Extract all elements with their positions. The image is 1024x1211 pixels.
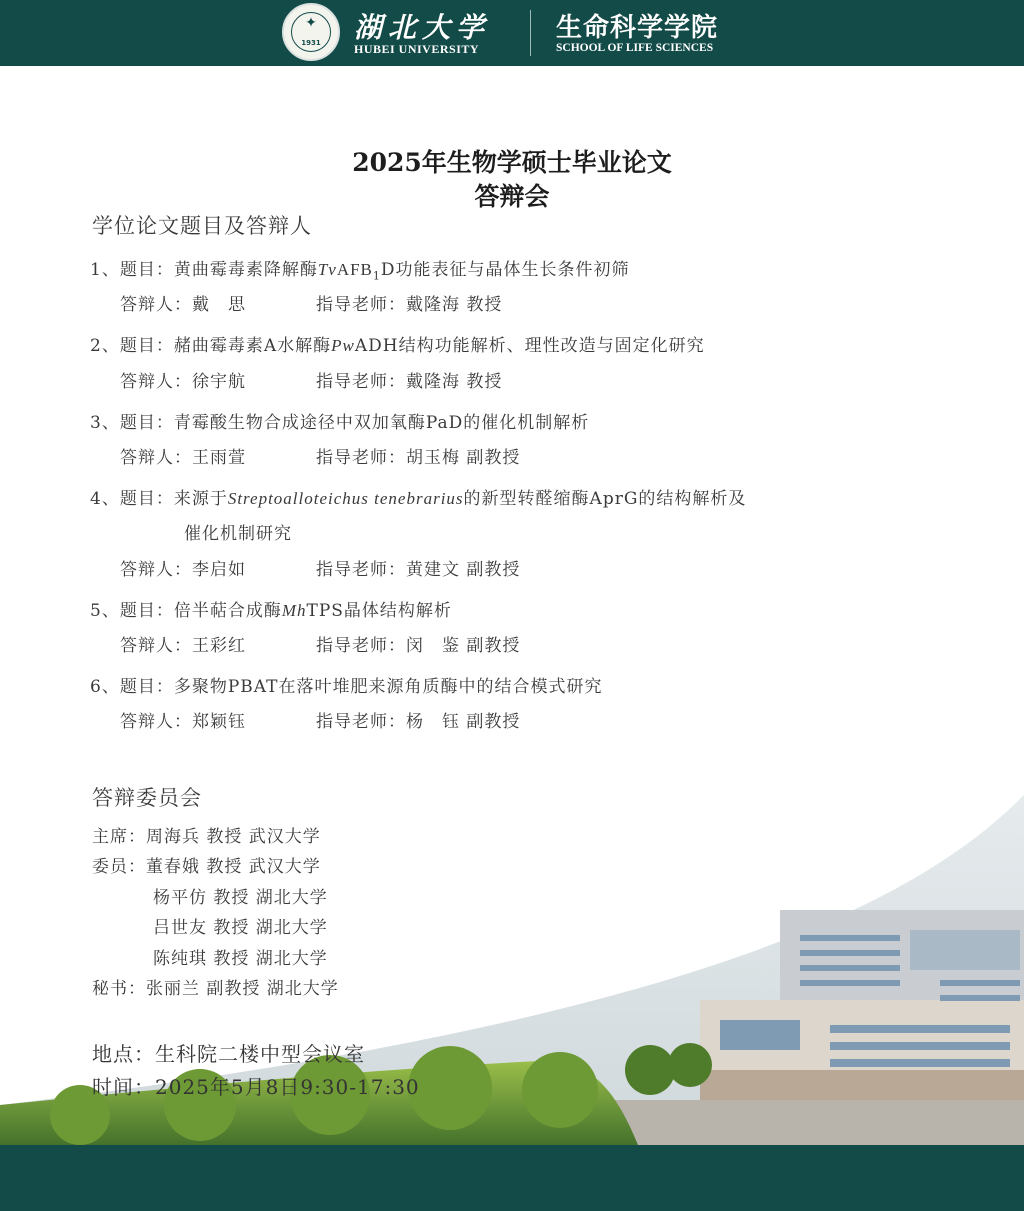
committee-member: 陈纯琪 教授 湖北大学	[153, 949, 328, 969]
thesis-3-title	[90, 408, 589, 433]
thesis-6-title	[90, 672, 602, 697]
student-name: 王彩红	[192, 636, 246, 656]
header-banner	[0, 0, 1024, 66]
place-label: 地点：	[92, 1042, 155, 1066]
committee-member: 吕世友 教授 湖北大学	[153, 918, 328, 938]
thesis-number: 3、	[90, 413, 120, 433]
title-text: ADH结构功能解析、理性改造与固定化研究	[354, 336, 705, 356]
chair-label: 主席：	[92, 827, 146, 847]
thesis-3-people	[120, 443, 720, 468]
student-label: 答辩人：	[120, 712, 192, 732]
committee-secretary	[92, 974, 339, 999]
secretary-label: 秘书：	[92, 979, 146, 999]
title-text: 来源于	[173, 489, 228, 509]
committee-member: 杨平仿 教授 湖北大学	[153, 888, 328, 908]
chair-name: 周海兵 教授 武汉大学	[146, 827, 321, 847]
venue-time	[92, 1071, 420, 1100]
title-label: 题目：	[119, 260, 174, 280]
title-label: 题目：	[119, 601, 174, 621]
advisor-label: 指导老师：	[316, 448, 406, 468]
advisor-label: 指导老师：	[316, 636, 406, 656]
student-label: 答辩人：	[120, 448, 192, 468]
title-text: 黄曲霉毒素降解酶	[173, 260, 318, 280]
thesis-6-people	[120, 707, 720, 732]
advisor-name: 戴隆海 教授	[406, 372, 503, 392]
title-text: 青霉酸生物合成途径中双加氧酶PaD的催化机制解析	[173, 413, 590, 433]
title-label: 题目：	[119, 413, 174, 433]
student-name: 戴 思	[192, 295, 246, 315]
university-name-cn: 湖北大学	[354, 11, 491, 44]
advisor-label: 指导老师：	[316, 560, 406, 580]
thesis-5-title	[90, 596, 452, 621]
title-text: 的新型转醛缩酶AprG的结构解析及	[463, 489, 747, 509]
student-label: 答辩人：	[120, 560, 192, 580]
advisor-name: 胡玉梅 副教授	[406, 448, 521, 468]
time-label: 时间：	[92, 1075, 155, 1099]
advisor-name: 戴隆海 教授	[406, 295, 503, 315]
title-italic: Tv	[317, 260, 337, 279]
committee-chair	[92, 822, 321, 847]
thesis-4-title-line2: 催化机制研究	[184, 524, 292, 544]
student-label: 答辩人：	[120, 372, 192, 392]
advisor-label: 指导老师：	[316, 712, 406, 732]
seal-year: 1931	[301, 39, 321, 47]
thesis-1-people	[120, 290, 720, 315]
footer-banner	[0, 1145, 1024, 1211]
title-text: AFB	[336, 260, 373, 279]
title-label: 题目：	[119, 489, 174, 509]
page-title: 2025年生物学硕士毕业论文	[352, 148, 672, 177]
thesis-number: 2、	[90, 336, 120, 356]
advisor-label: 指导老师：	[316, 372, 406, 392]
thesis-number: 1、	[90, 260, 120, 280]
title-label: 题目：	[119, 677, 174, 697]
seal-emblem-icon: ✦	[305, 15, 317, 31]
advisor-name: 黄建文 副教授	[406, 560, 521, 580]
student-label: 答辩人：	[120, 295, 192, 315]
title-subscript: 1	[372, 269, 381, 283]
title-italic: Pw	[331, 336, 355, 355]
title-text: 赭曲霉毒素A水解酶	[173, 336, 332, 356]
committee-member: 董春娥 教授 武汉大学	[146, 857, 321, 877]
student-label: 答辩人：	[120, 636, 192, 656]
title-label: 题目：	[119, 336, 174, 356]
place-value: 生科院二楼中型会议室	[155, 1042, 365, 1066]
student-name: 李启如	[192, 560, 246, 580]
advisor-label: 指导老师：	[316, 295, 406, 315]
student-name: 郑颖钰	[192, 712, 246, 732]
student-name: 王雨萱	[192, 448, 246, 468]
venue-place	[92, 1038, 365, 1067]
title-text: 多聚物PBAT在落叶堆肥来源角质酶中的结合模式研究	[173, 677, 603, 697]
thesis-2-people	[120, 367, 720, 392]
committee-heading: 答辩委员会	[92, 786, 202, 810]
thesis-number: 6、	[90, 677, 120, 697]
advisor-name: 闵 鉴 副教授	[406, 636, 521, 656]
school-name-cn: 生命科学学院	[556, 13, 719, 43]
thesis-number: 5、	[90, 601, 120, 621]
university-seal-logo	[282, 3, 340, 61]
header-divider	[530, 10, 531, 56]
advisor-name: 杨 钰 副教授	[406, 712, 521, 732]
thesis-1-title	[90, 255, 630, 282]
university-name-en: HUBEI UNIVERSITY	[354, 42, 480, 56]
title-text: 倍半萜合成酶	[173, 601, 282, 621]
committee-member-row	[92, 852, 321, 877]
school-name-en: SCHOOL OF LIFE SCIENCES	[556, 42, 714, 54]
thesis-2-title	[90, 331, 705, 356]
title-italic: Streptoalloteichus tenebrarius	[227, 489, 464, 508]
page-subtitle: 答辩会	[474, 182, 550, 211]
title-text: TPS晶体结构解析	[306, 601, 452, 621]
title-italic: Mh	[281, 601, 307, 620]
secretary-name: 张丽兰 副教授 湖北大学	[146, 979, 339, 999]
title-text: D功能表征与晶体生长条件初筛	[380, 260, 630, 280]
thesis-5-people	[120, 631, 720, 656]
thesis-number: 4、	[90, 489, 120, 509]
thesis-4-people	[120, 555, 720, 580]
theses-heading: 学位论文题目及答辩人	[92, 214, 312, 238]
student-name: 徐宇航	[192, 372, 246, 392]
thesis-4-title	[90, 484, 746, 509]
members-label: 委员：	[92, 857, 146, 877]
time-value: 2025年5月8日9:30-17:30	[155, 1075, 420, 1099]
